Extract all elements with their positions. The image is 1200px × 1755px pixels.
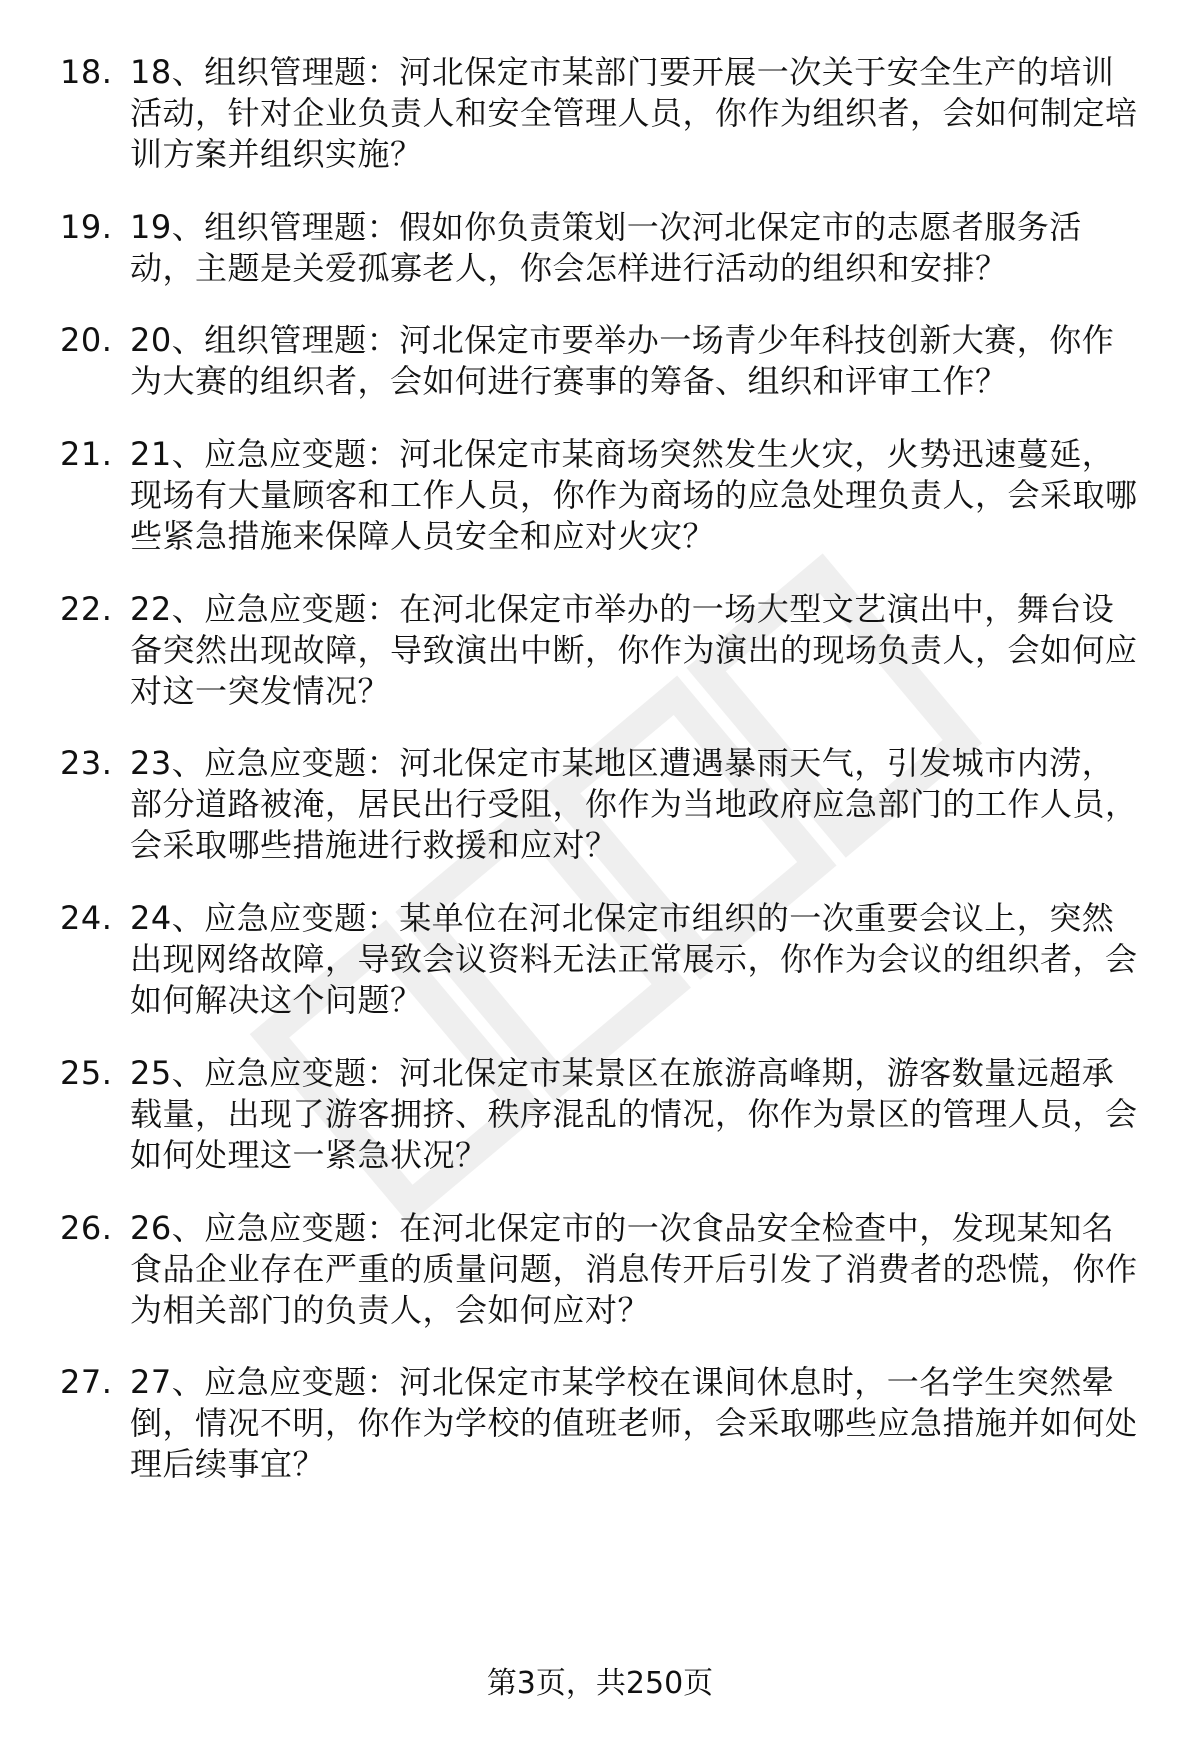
question-list <box>60 52 1145 1517</box>
question-number: 26. <box>60 1208 113 1247</box>
question-number: 18. <box>60 53 113 91</box>
question-number: 24. <box>60 899 113 938</box>
question-text: 26、应急应变题：在河北保定市的一次食品安全检查中，发现某知名食品企业存在严重的质量问题，消息传开后引发了消费者的恐慌，你作为相关部门的负责人，会如何应对？ <box>130 1208 1138 1329</box>
question-text: 24、应急应变题：某单位在河北保定市组织的一次重要会议上，突然出现网络故障，导致会议资料无法正常展示，你作为会议的组织者，会如何解决这个问题？ <box>130 899 1138 1020</box>
question-item <box>60 1362 1145 1485</box>
question-text: 21、应急应变题：河北保定市某商场突然发生火灾，火势迅速蔓延，现场有大量顾客和工作人员，你作为商场的应急处理负责人，会采取哪些紧急措施来保障人员安全和应对火灾？ <box>130 435 1138 556</box>
question-text: 20、组织管理题：河北保定市要举办一场青少年科技创新大赛，你作为大赛的组织者，会如何进行赛事的筹备、组织和评审工作？ <box>130 321 1115 401</box>
page-footer: 第3页，共250页 <box>486 1666 714 1701</box>
question-item <box>60 207 1145 289</box>
question-text: 22、应急应变题：在河北保定市举办的一场大型文艺演出中，舞台设备突然出现故障，导致演出中断，你作为演出的现场负责人，会如何应对这一突发情况？ <box>130 589 1138 710</box>
question-item <box>60 1053 1145 1176</box>
question-text: 18、组织管理题：河北保定市某部门要开展一次关于安全生产的培训活动，针对企业负责人和安全管理人员，你作为组织者，会如何制定培训方案并组织实施？ <box>130 53 1138 173</box>
question-number: 22. <box>60 589 113 628</box>
question-item <box>60 743 1145 866</box>
question-text: 19、组织管理题：假如你负责策划一次河北保定市的志愿者服务活动，主题是关爱孤寡老人，你会怎样进行活动的组织和安排？ <box>130 207 1082 287</box>
question-number: 21. <box>60 435 113 474</box>
question-item <box>60 1208 1145 1331</box>
question-text: 25、应急应变题：河北保定市某景区在旅游高峰期，游客数量远超承载量，出现了游客拥挤、秩序混乱的情况，你作为景区的管理人员，会如何处理这一紧急状况？ <box>130 1053 1138 1174</box>
question-text: 27、应急应变题：河北保定市某学校在课间休息时，一名学生突然晕倒，情况不明，你作为学校的值班老师，会采取哪些应急措施并如何处理后续事宜？ <box>130 1363 1138 1484</box>
question-number: 25. <box>60 1053 113 1092</box>
question-item <box>60 589 1145 712</box>
question-number: 20. <box>60 321 113 360</box>
question-item <box>60 898 1145 1021</box>
question-number: 27. <box>60 1363 113 1402</box>
question-item <box>60 52 1145 175</box>
question-number: 23. <box>60 744 113 783</box>
question-text: 23、应急应变题：河北保定市某地区遭遇暴雨天气，引发城市内涝，部分道路被淹，居民出行受阻，你作为当地政府应急部门的工作人员，会采取哪些措施进行救援和应对？ <box>130 744 1138 865</box>
question-number: 19. <box>60 207 113 246</box>
question-item <box>60 320 1145 402</box>
question-item <box>60 434 1145 557</box>
